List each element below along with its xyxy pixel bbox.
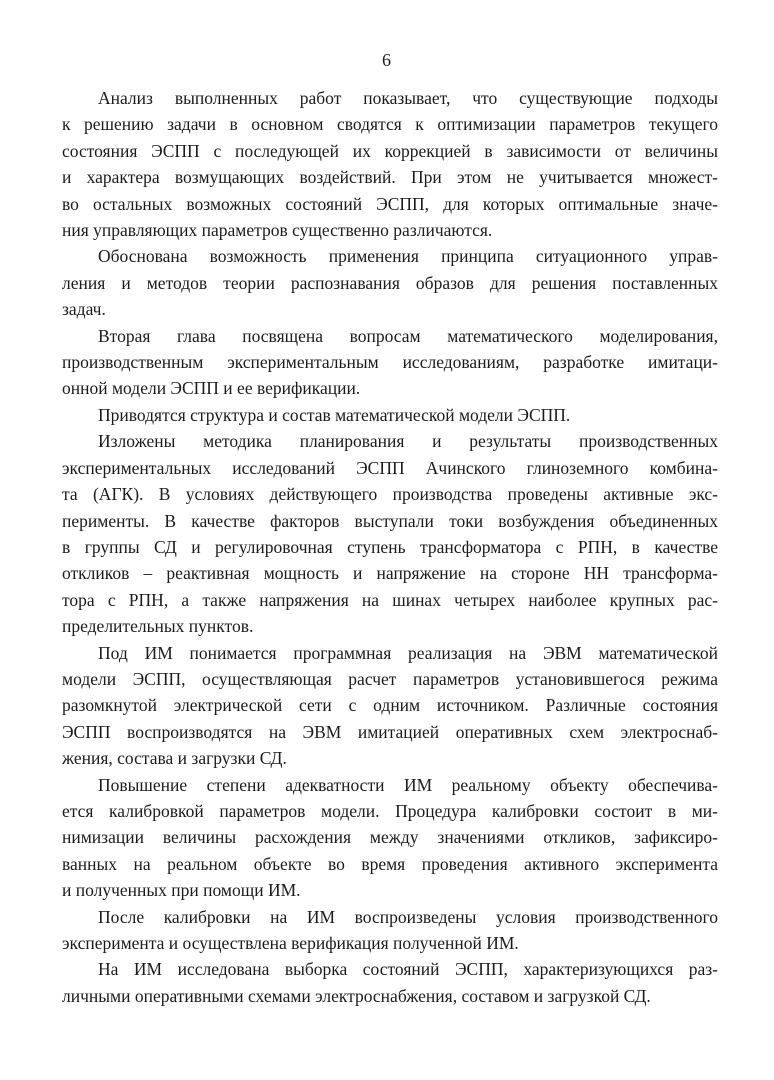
text-line: в группы СД и регулировочная ступень трансформатора с РПН, в качестве: [62, 536, 718, 557]
text-line: откликов – реактивная мощность и напряжение на стороне НН трансформа-: [62, 563, 718, 584]
text-line: и полученных при помощи ИМ.: [62, 880, 301, 901]
text-line: задач.: [62, 299, 106, 320]
text-line: жения, состава и загрузки СД.: [62, 748, 287, 769]
text-line: ЭСПП воспроизводятся на ЭВМ имитацией оперативных схем электроснаб-: [62, 721, 718, 742]
page-number: 6: [382, 50, 392, 70]
text-line: во остальных возможных состояний ЭСПП, для которых оптимальные значе-: [62, 193, 718, 214]
text-line: состояния ЭСПП с последующей их коррекцией в зависимости от величины: [62, 140, 718, 161]
text-line: ванных на реальном объекте во время проведения активного эксперимента: [62, 853, 718, 874]
text-line: Обоснована возможность применения принципа ситуационного управ-: [98, 246, 718, 267]
text-line: Вторая глава посвящена вопросам математического моделирования,: [98, 325, 718, 346]
text-line: тора с РПН, а также напряжения на шинах четырех наиболее крупных рас-: [62, 589, 718, 610]
text-line: Под ИМ понимается программная реализация на ЭВМ математической: [98, 642, 718, 663]
text-line: та (АГК). В условиях действующего производства проведены активные экс-: [62, 484, 718, 505]
text-line: экспериментальных исследований ЭСПП Ачинского глиноземного комбина-: [62, 457, 718, 478]
text-line: эксперимента и осуществлена верификация полученной ИМ.: [62, 933, 519, 953]
text-line: На ИМ исследована выборка состояний ЭСПП, характеризующихся раз-: [98, 959, 718, 980]
text-line: производственным экспериментальным исследованиям, разработке имитаци-: [62, 352, 718, 373]
text-line: ния управляющих параметров существенно различаются.: [62, 220, 493, 241]
text-line: Повышение степени адекватности ИМ реальному объекту обеспечива-: [98, 774, 718, 795]
text-line: к решению задачи в основном сводятся к оптимизации параметров текущего: [62, 114, 718, 135]
text-line: Анализ выполненных работ показывает, что существующие подходы: [98, 88, 718, 108]
text-block: [62, 85, 718, 1009]
text-line: Изложены методика планирования и результаты производственных: [98, 431, 718, 452]
text-line: После калибровки на ИМ воспроизведены условия производственного: [98, 906, 718, 927]
text-line: онной модели ЭСПП и ее верификации.: [62, 378, 361, 399]
text-line: ления и методов теории распознавания образов для решения поставленных: [62, 272, 718, 293]
text-line: пределительных пунктов.: [62, 616, 254, 637]
text-line: и характера возмущающих воздействий. При этом не учитывается множест-: [62, 167, 718, 188]
text-line: перименты. В качестве факторов выступали токи возбуждения объединенных: [62, 510, 718, 531]
text-line: личными оперативными схемами электроснабжения, составом и загрузкой СД.: [62, 985, 651, 1006]
text-line: модели ЭСПП, осуществляющая расчет параметров установившегося режима: [62, 668, 718, 689]
text-line: Приводятся структура и состав математической модели ЭСПП.: [98, 404, 571, 425]
text-line: ется калибровкой параметров модели. Процедура калибровки состоит в ми-: [62, 800, 718, 821]
text-line: разомкнутой электрической сети с одним источником. Различные состояния: [62, 695, 718, 716]
text-line: нимизации величины расхождения между значениями откликов, зафиксиро-: [62, 827, 718, 848]
